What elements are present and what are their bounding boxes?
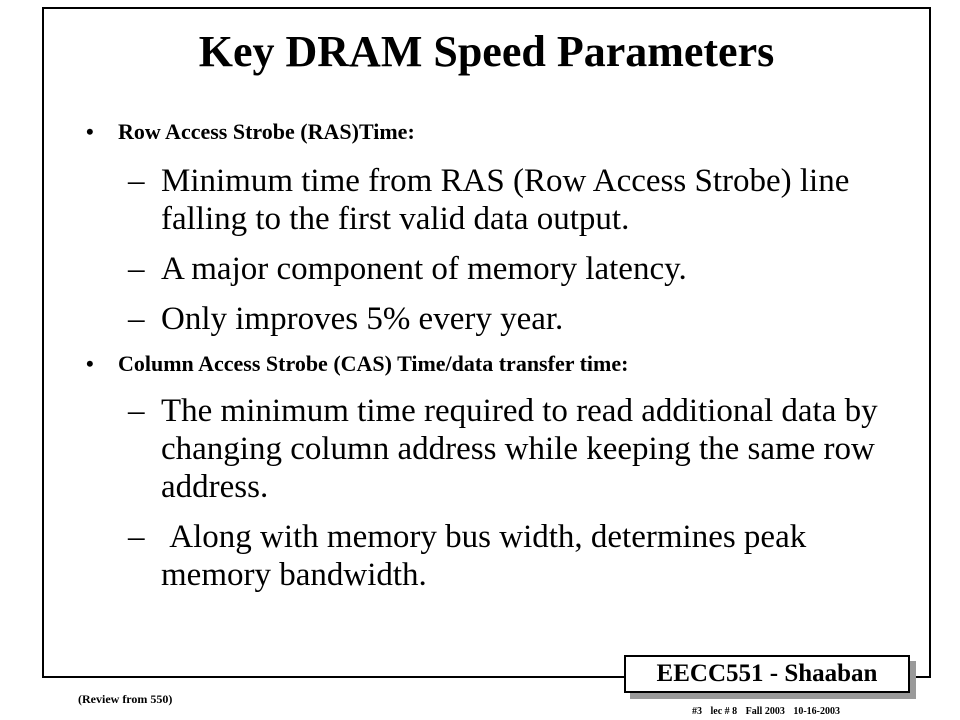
bullet-icon: • — [86, 351, 94, 376]
subitem-text: Along with memory bus width, determines peak memory bandwidth. — [161, 519, 815, 593]
footer-lecture: lec # 8 — [710, 706, 738, 717]
subitem — [128, 392, 888, 506]
dash-icon: – — [128, 301, 145, 337]
review-note: (Review from 550) — [78, 692, 173, 706]
subitem-text: The minimum time required to read additional data by changing column address while keeping the same row address. — [161, 393, 878, 505]
subitem-text: A major component of memory latency. — [161, 251, 687, 287]
bullet-icon: • — [86, 119, 94, 144]
subitem-text: Only improves 5% every year. — [161, 301, 564, 337]
subitem — [128, 250, 888, 288]
dash-icon: – — [128, 251, 145, 287]
course-badge — [624, 655, 910, 693]
slide-footer — [692, 706, 846, 718]
subitem-text: Minimum time from RAS (Row Access Strobe) line falling to the first valid data output. — [161, 163, 850, 237]
bullet-text: Column Access Strobe (CAS) Time/data transfer time: — [118, 351, 629, 376]
course-badge-label: EECC551 - Shaaban — [656, 660, 878, 687]
bullet-text: Row Access Strobe (RAS)Time: — [118, 119, 415, 144]
dash-icon: – — [128, 393, 145, 429]
footer-slide-number: #3 — [692, 706, 702, 717]
footer-date: 10-16-2003 — [793, 706, 840, 717]
subitem — [128, 518, 888, 594]
subitem — [128, 300, 888, 338]
dash-icon: – — [128, 163, 145, 199]
subitem — [128, 162, 888, 238]
footer-term: Fall 2003 — [745, 706, 785, 717]
slide-title: Key DRAM Speed Parameters — [198, 27, 775, 76]
dash-icon: – — [128, 519, 145, 555]
